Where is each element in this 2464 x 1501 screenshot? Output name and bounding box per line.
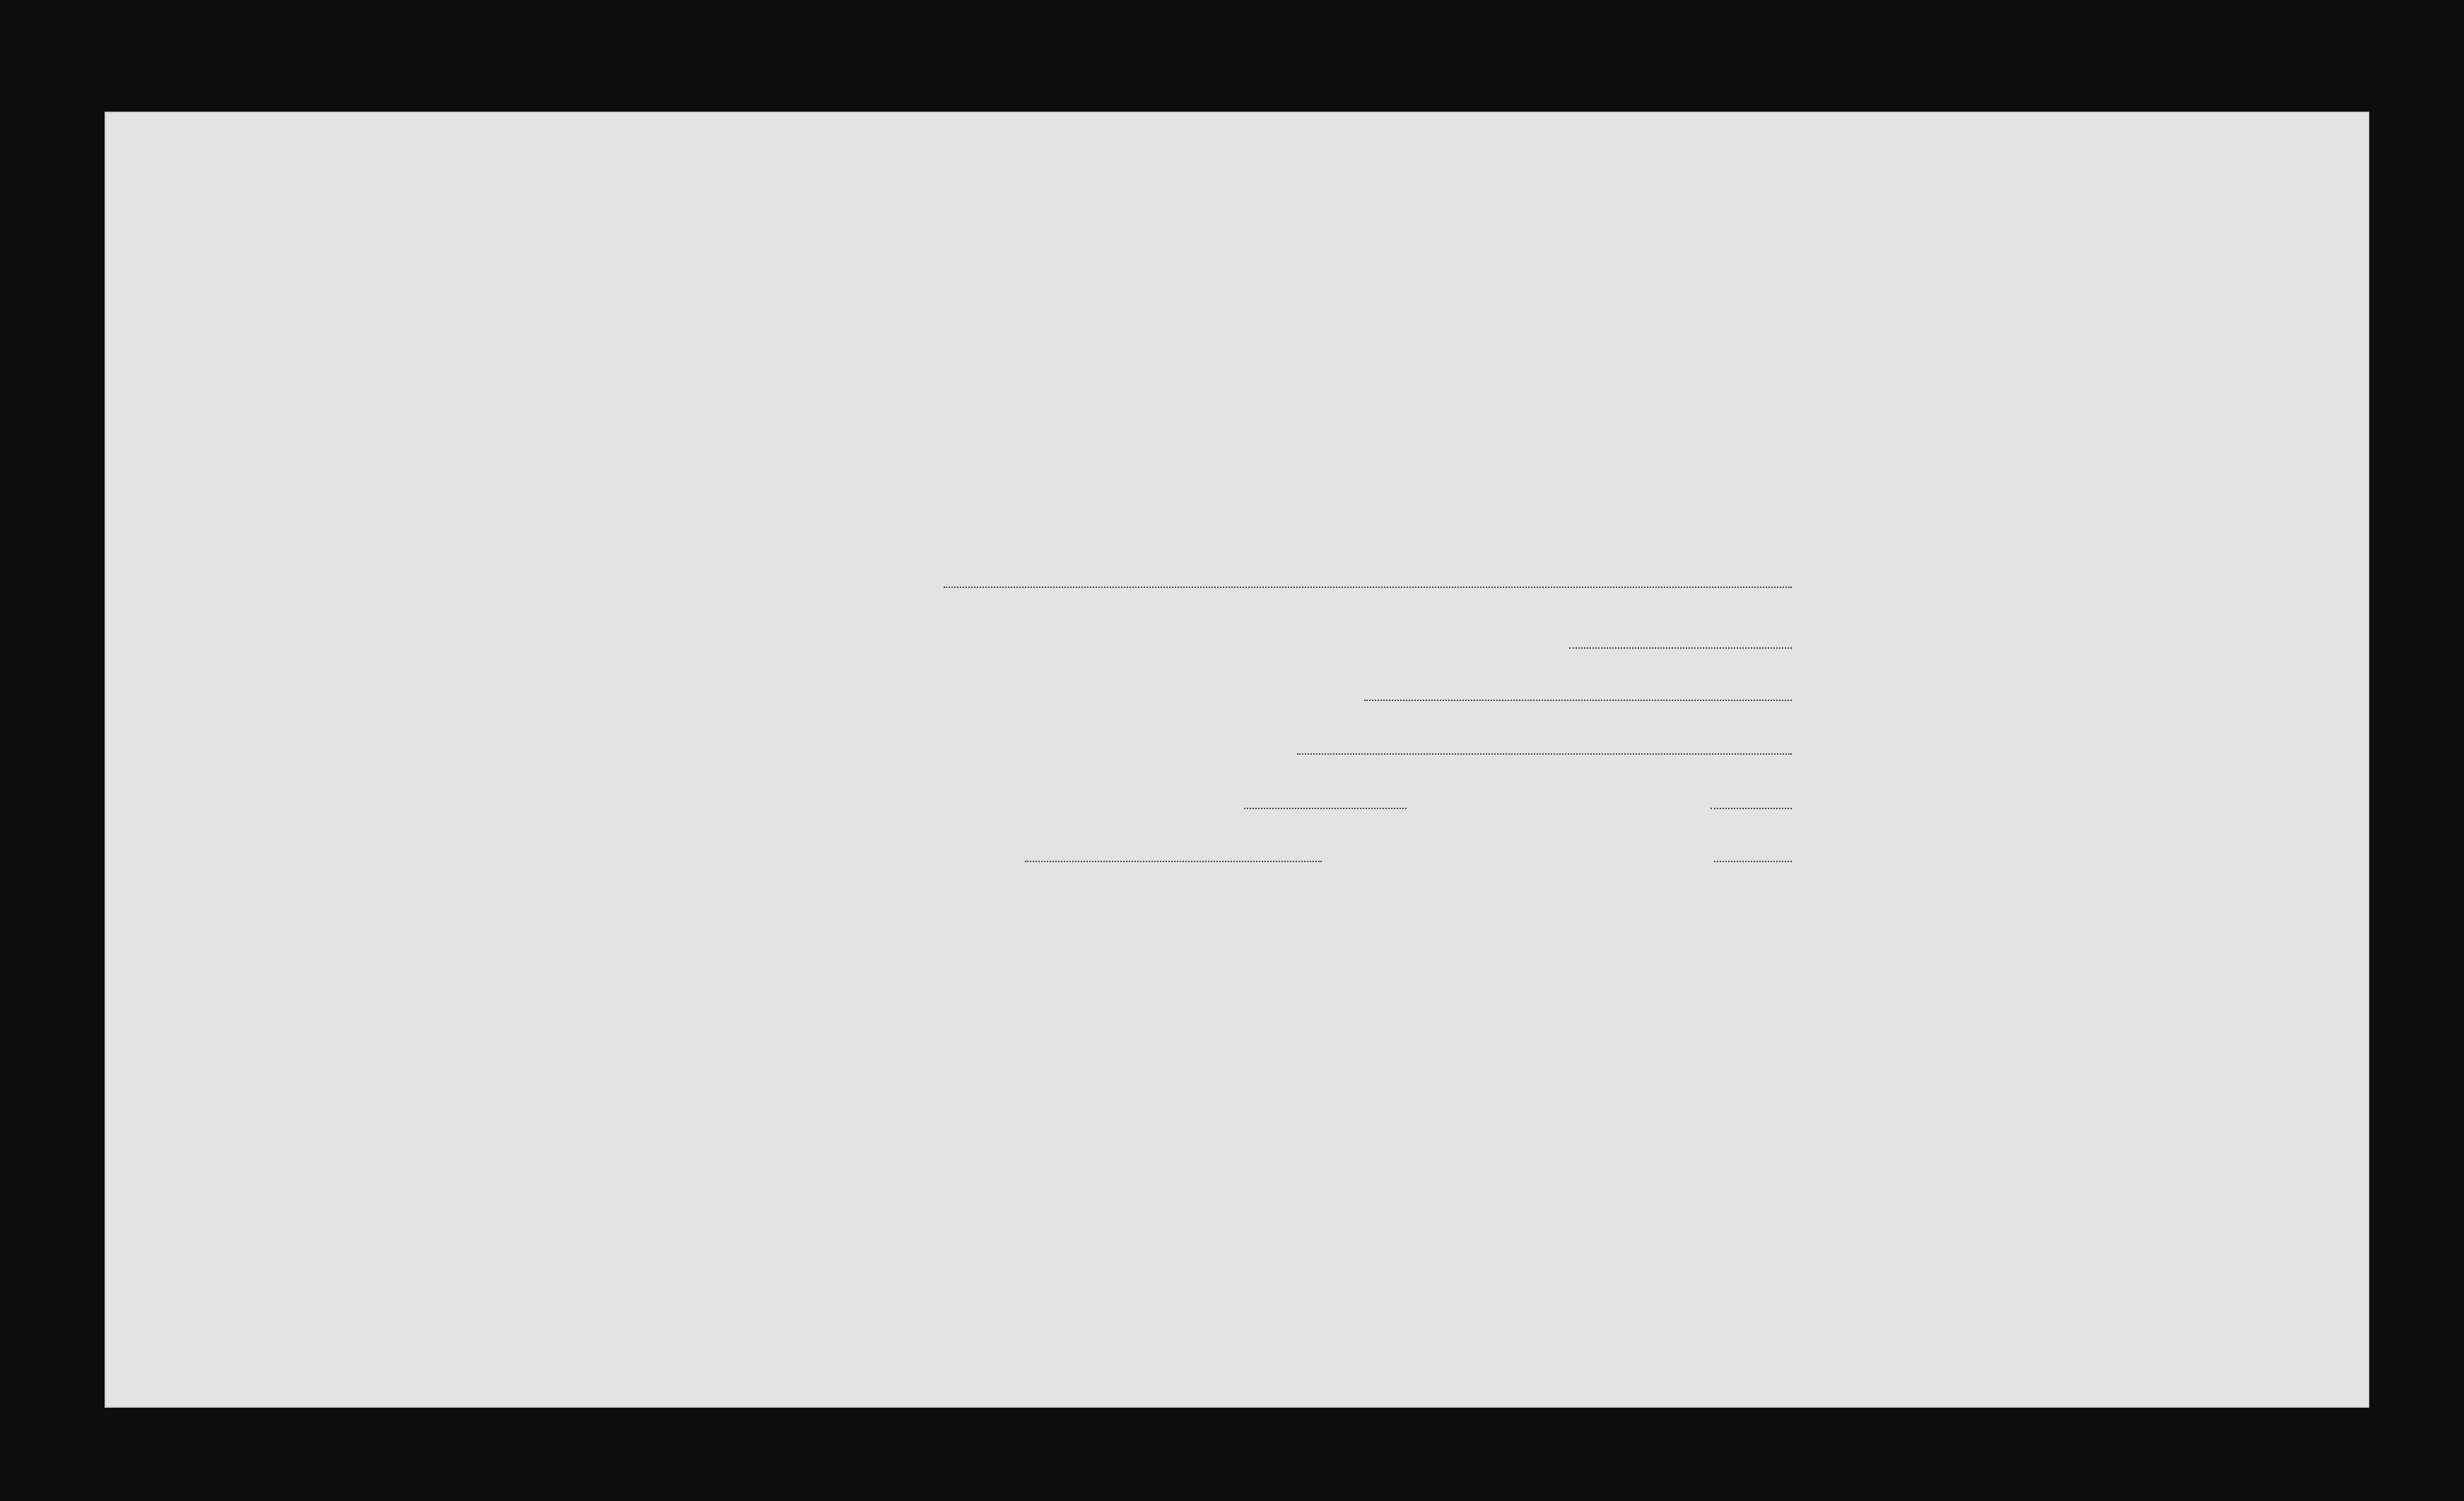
answer-line-other-land[interactable]: [1569, 647, 1792, 649]
answer-line-owner[interactable]: [944, 587, 1792, 588]
answer-line-village-distance[interactable]: [1711, 808, 1792, 809]
vne-group: [124, 1350, 166, 1484]
answer-line-market-distance[interactable]: [1714, 861, 1792, 862]
nadel-group: [124, 1208, 159, 1336]
census-card: [106, 113, 2368, 1406]
top-crops-table: [106, 113, 2368, 445]
answer-line-land-type[interactable]: [1364, 700, 1792, 701]
muzhchiny-label: [1908, 742, 1944, 883]
middle-section: [106, 445, 2368, 926]
zhenshchiny-label: [1908, 622, 1944, 742]
answer-line-market[interactable]: [1025, 861, 1322, 862]
population-caption: [1831, 445, 1908, 926]
hired-workers-caption: [318, 445, 410, 926]
answer-line-farming[interactable]: [1297, 753, 1792, 755]
vinogr-label: [2269, 1392, 2304, 1491]
udobnoi-label: [2301, 1378, 2350, 1491]
answer-line-village[interactable]: [1244, 808, 1407, 809]
lease-table: [106, 926, 2368, 1406]
